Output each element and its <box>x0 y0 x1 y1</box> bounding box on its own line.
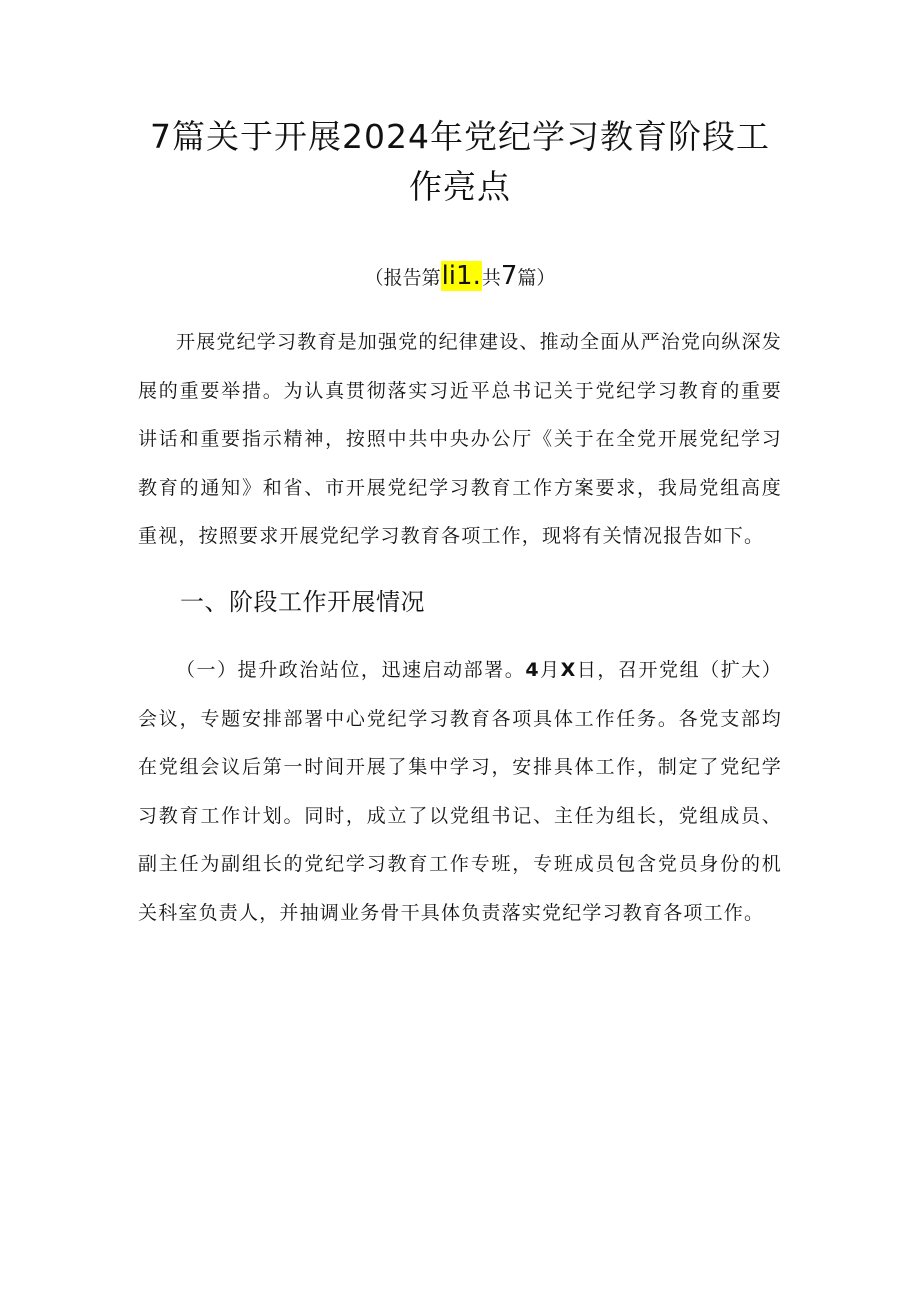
intro-paragraph: 开展党纪学习教育是加强党的纪律建设、推动全面从严治党向纵深发展的重要举措。为认真贯彻落实习近平总书记关于党纪学习教育的重要讲话和重要指示精神，按照中共中央办公厅《关于在全党开展党纪学习教育的通知》和省、市开展党纪学习教育工作方案要求，我局党组高度重视，按照要求开展党纪学习教育各项工作，现将有关情况报告如下。 <box>138 331 783 547</box>
subtitle-suffix: 篇） <box>517 267 556 289</box>
title-line-1: 7篇关于开展2024年党纪学习教育阶段工 <box>150 117 770 156</box>
subtitle-count: 7 <box>500 261 518 291</box>
report-subtitle <box>130 256 790 298</box>
date-month-label: 月 <box>539 659 561 681</box>
title-line-2: 作亮点 <box>409 167 511 206</box>
highlighted-index: li1. <box>441 261 481 291</box>
date-month-number: 4 <box>525 659 540 681</box>
section-1-paragraph <box>138 646 782 937</box>
subtitle-middle: 共 <box>481 267 501 289</box>
document-title <box>130 112 790 212</box>
subtitle-prefix: （报告第 <box>364 267 441 289</box>
section-1-body: 日，召开党组（扩大）会议，专题安排部署中心党纪学习教育各项具体工作任务。各党支部均在党组会议后第一时间开展了集中学习，安排具体工作，制定了党纪学习教育工作计划。同时，成立了以党组书记、主任为组长，党组成员、副主任为副组长的党纪学习教育工作专班，专班成员包含党员身份的机关科室负责人，并抽调业务骨干具体负责落实党纪学习教育各项工作。 <box>138 659 782 924</box>
section-heading-1: 一、阶段工作开展情况 <box>180 588 425 616</box>
section-1-lead: （一）提升政治站位，迅速启动部署。 <box>176 659 526 681</box>
date-day-placeholder: X <box>560 659 577 681</box>
